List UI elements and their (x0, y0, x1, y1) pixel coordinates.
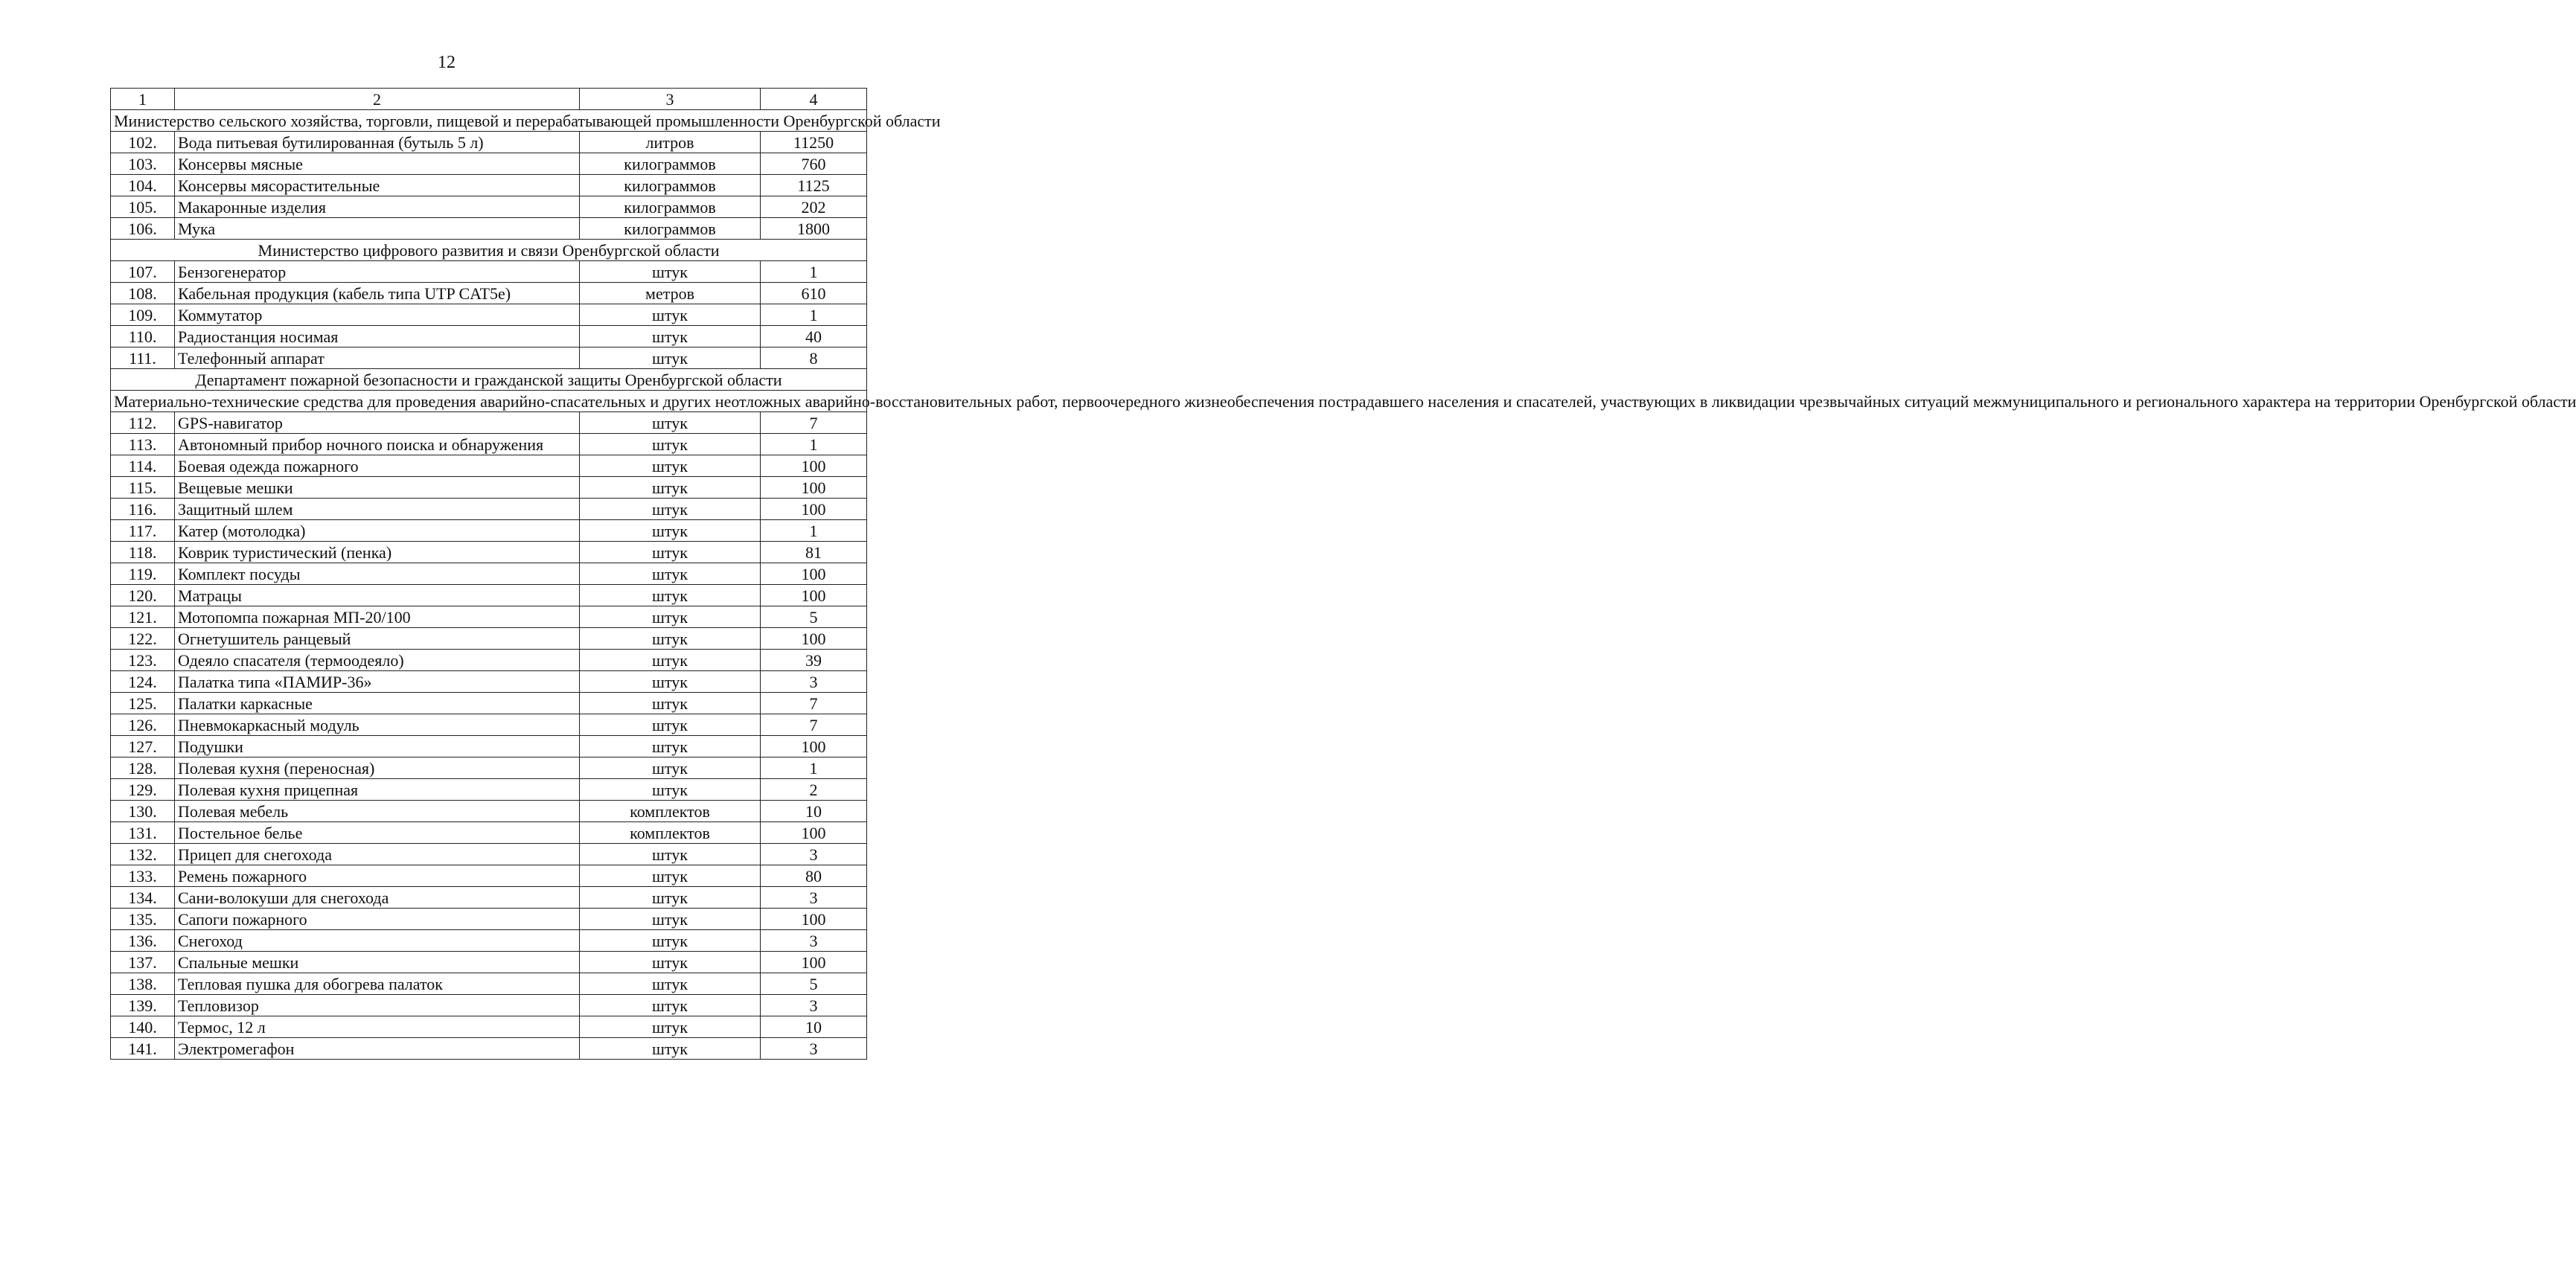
table-row (111, 412, 867, 434)
item-name: Спальные мешки (175, 952, 580, 973)
item-unit: штук (580, 930, 761, 952)
item-quantity: 11250 (761, 132, 867, 153)
row-number: 106. (111, 218, 175, 240)
item-name: Защитный шлем (175, 499, 580, 520)
section-heading: Министерство сельского хозяйства, торговли, пищевой и перерабатывающей промышленности Оренбургской области (111, 110, 867, 132)
item-unit: штук (580, 844, 761, 865)
item-unit: штук (580, 628, 761, 650)
row-number: 118. (111, 542, 175, 563)
row-number: 116. (111, 499, 175, 520)
item-name: Палатка типа «ПАМИР-36» (175, 671, 580, 693)
item-unit: штук (580, 520, 761, 542)
item-name: Консервы мясные (175, 153, 580, 175)
item-quantity: 1 (761, 261, 867, 283)
row-number: 105. (111, 196, 175, 218)
item-unit: штук (580, 304, 761, 326)
row-number: 112. (111, 412, 175, 434)
table-row (111, 563, 867, 585)
item-name: Телефонный аппарат (175, 347, 580, 369)
page-number: 12 (438, 53, 456, 72)
row-number: 113. (111, 434, 175, 455)
item-unit: штук (580, 542, 761, 563)
table-row (111, 930, 867, 952)
table-row (111, 887, 867, 909)
row-number: 134. (111, 887, 175, 909)
item-unit: штук (580, 650, 761, 671)
section-heading-row (111, 110, 867, 132)
row-number: 133. (111, 865, 175, 887)
row-number: 115. (111, 477, 175, 499)
row-number: 121. (111, 606, 175, 628)
item-quantity: 7 (761, 412, 867, 434)
item-unit: килограммов (580, 153, 761, 175)
item-unit: килограммов (580, 196, 761, 218)
column-header: 4 (761, 89, 867, 110)
row-number: 108. (111, 283, 175, 304)
table-row (111, 995, 867, 1016)
table-row (111, 175, 867, 196)
item-name: Прицеп для снегохода (175, 844, 580, 865)
item-unit: штук (580, 671, 761, 693)
item-unit: штук (580, 261, 761, 283)
item-name: Мука (175, 218, 580, 240)
row-number: 123. (111, 650, 175, 671)
row-number: 127. (111, 736, 175, 757)
item-name: Полевая кухня (переносная) (175, 757, 580, 779)
table-row (111, 455, 867, 477)
item-quantity: 100 (761, 563, 867, 585)
item-quantity: 3 (761, 844, 867, 865)
item-name: Тепловизор (175, 995, 580, 1016)
item-quantity: 100 (761, 455, 867, 477)
item-name: Термос, 12 л (175, 1016, 580, 1038)
table-row (111, 736, 867, 757)
item-unit: штук (580, 412, 761, 434)
item-name: Матрацы (175, 585, 580, 606)
item-name: Катер (мотолодка) (175, 520, 580, 542)
item-unit: штук (580, 693, 761, 714)
item-quantity: 40 (761, 326, 867, 347)
row-number: 129. (111, 779, 175, 801)
table-row (111, 261, 867, 283)
row-number: 124. (111, 671, 175, 693)
row-number: 114. (111, 455, 175, 477)
row-number: 140. (111, 1016, 175, 1038)
item-quantity: 100 (761, 477, 867, 499)
section-heading: Министерство цифрового развития и связи Оренбургской области (111, 240, 867, 261)
item-name: Огнетушитель ранцевый (175, 628, 580, 650)
item-unit: штук (580, 714, 761, 736)
table-row (111, 822, 867, 844)
table-row (111, 1038, 867, 1060)
item-quantity: 81 (761, 542, 867, 563)
table-row (111, 283, 867, 304)
item-name: Боевая одежда пожарного (175, 455, 580, 477)
item-unit: штук (580, 434, 761, 455)
item-name: Ремень пожарного (175, 865, 580, 887)
item-unit: штук (580, 477, 761, 499)
item-unit: комплектов (580, 822, 761, 844)
table-row (111, 196, 867, 218)
item-unit: штук (580, 499, 761, 520)
row-number: 122. (111, 628, 175, 650)
row-number: 131. (111, 822, 175, 844)
table-row (111, 606, 867, 628)
row-number: 135. (111, 909, 175, 930)
table-row (111, 218, 867, 240)
table-row (111, 347, 867, 369)
item-quantity: 80 (761, 865, 867, 887)
table-row (111, 132, 867, 153)
item-name: Бензогенератор (175, 261, 580, 283)
table-row (111, 585, 867, 606)
item-unit: штук (580, 585, 761, 606)
item-quantity: 1125 (761, 175, 867, 196)
item-unit: килограммов (580, 175, 761, 196)
item-unit: штук (580, 347, 761, 369)
table-row (111, 542, 867, 563)
item-name: Тепловая пушка для обогрева палаток (175, 973, 580, 995)
item-quantity: 1 (761, 757, 867, 779)
item-unit: штук (580, 909, 761, 930)
item-quantity: 100 (761, 499, 867, 520)
item-name: Автономный прибор ночного поиска и обнаружения (175, 434, 580, 455)
column-header: 3 (580, 89, 761, 110)
item-quantity: 10 (761, 1016, 867, 1038)
row-number: 139. (111, 995, 175, 1016)
item-quantity: 7 (761, 693, 867, 714)
item-quantity: 100 (761, 952, 867, 973)
row-number: 117. (111, 520, 175, 542)
row-number: 125. (111, 693, 175, 714)
column-number-row (111, 89, 867, 110)
table-row (111, 909, 867, 930)
item-name: Постельное белье (175, 822, 580, 844)
item-quantity: 100 (761, 736, 867, 757)
item-unit: килограммов (580, 218, 761, 240)
row-number: 111. (111, 347, 175, 369)
row-number: 138. (111, 973, 175, 995)
section-heading: Департамент пожарной безопасности и гражданской защиты Оренбургской области (111, 369, 867, 391)
table-row (111, 153, 867, 175)
item-name: Консервы мясорастительные (175, 175, 580, 196)
table-row (111, 628, 867, 650)
row-number: 120. (111, 585, 175, 606)
item-name: Комплект посуды (175, 563, 580, 585)
item-quantity: 2 (761, 779, 867, 801)
table-row (111, 477, 867, 499)
row-number: 119. (111, 563, 175, 585)
table-row (111, 865, 867, 887)
row-number: 110. (111, 326, 175, 347)
table-row (111, 304, 867, 326)
supplies-table-body (111, 89, 2576, 1060)
item-name: Одеяло спасателя (термоодеяло) (175, 650, 580, 671)
table-row (111, 757, 867, 779)
item-quantity: 8 (761, 347, 867, 369)
section-heading-row (111, 240, 867, 261)
item-unit: штук (580, 865, 761, 887)
item-name: Вещевые мешки (175, 477, 580, 499)
item-unit: штук (580, 973, 761, 995)
item-name: Кабельная продукция (кабель типа UTP CAT5e) (175, 283, 580, 304)
item-quantity: 100 (761, 909, 867, 930)
item-name: Радиостанция носимая (175, 326, 580, 347)
item-name: Пневмокаркасный модуль (175, 714, 580, 736)
table-row (111, 952, 867, 973)
item-unit: штук (580, 326, 761, 347)
item-quantity: 1 (761, 520, 867, 542)
item-quantity: 202 (761, 196, 867, 218)
item-unit: штук (580, 757, 761, 779)
item-name: Вода питьевая бутилированная (бутыль 5 л) (175, 132, 580, 153)
item-quantity: 3 (761, 1038, 867, 1060)
table-row (111, 714, 867, 736)
row-number: 109. (111, 304, 175, 326)
supplies-table (110, 88, 2576, 1060)
section-heading-row (111, 391, 867, 412)
row-number: 107. (111, 261, 175, 283)
item-quantity: 1800 (761, 218, 867, 240)
item-quantity: 1 (761, 304, 867, 326)
item-quantity: 3 (761, 930, 867, 952)
item-name: Сапоги пожарного (175, 909, 580, 930)
item-name: Мотопомпа пожарная МП-20/100 (175, 606, 580, 628)
item-unit: штук (580, 779, 761, 801)
item-quantity: 100 (761, 822, 867, 844)
item-quantity: 7 (761, 714, 867, 736)
item-name: Подушки (175, 736, 580, 757)
table-row (111, 671, 867, 693)
item-name: Снегоход (175, 930, 580, 952)
item-unit: штук (580, 455, 761, 477)
section-heading-row (111, 369, 867, 391)
item-unit: комплектов (580, 801, 761, 822)
column-header: 1 (111, 89, 175, 110)
item-quantity: 760 (761, 153, 867, 175)
item-quantity: 39 (761, 650, 867, 671)
item-unit: штук (580, 736, 761, 757)
item-unit: штук (580, 887, 761, 909)
row-number: 102. (111, 132, 175, 153)
item-unit: штук (580, 1038, 761, 1060)
item-unit: штук (580, 606, 761, 628)
table-row (111, 650, 867, 671)
item-quantity: 3 (761, 887, 867, 909)
table-row (111, 1016, 867, 1038)
column-header: 2 (175, 89, 580, 110)
item-unit: штук (580, 995, 761, 1016)
item-unit: литров (580, 132, 761, 153)
table-row (111, 844, 867, 865)
table-row (111, 801, 867, 822)
row-number: 141. (111, 1038, 175, 1060)
item-name: Полевая кухня прицепная (175, 779, 580, 801)
item-name: Палатки каркасные (175, 693, 580, 714)
item-quantity: 3 (761, 671, 867, 693)
item-unit: штук (580, 952, 761, 973)
table-row (111, 520, 867, 542)
item-name: Полевая мебель (175, 801, 580, 822)
item-quantity: 1 (761, 434, 867, 455)
item-quantity: 10 (761, 801, 867, 822)
row-number: 103. (111, 153, 175, 175)
item-quantity: 5 (761, 973, 867, 995)
row-number: 130. (111, 801, 175, 822)
row-number: 126. (111, 714, 175, 736)
item-unit: метров (580, 283, 761, 304)
row-number: 137. (111, 952, 175, 973)
table-row (111, 499, 867, 520)
item-quantity: 5 (761, 606, 867, 628)
item-unit: штук (580, 1016, 761, 1038)
item-name: Коврик туристический (пенка) (175, 542, 580, 563)
item-name: Коммутатор (175, 304, 580, 326)
table-row (111, 779, 867, 801)
row-number: 104. (111, 175, 175, 196)
item-name: Электромегафон (175, 1038, 580, 1060)
item-quantity: 100 (761, 585, 867, 606)
item-name: GPS-навигатор (175, 412, 580, 434)
item-name: Сани-волокуши для снегохода (175, 887, 580, 909)
item-quantity: 610 (761, 283, 867, 304)
table-row (111, 326, 867, 347)
item-unit: штук (580, 563, 761, 585)
item-name: Макаронные изделия (175, 196, 580, 218)
table-row (111, 693, 867, 714)
item-quantity: 100 (761, 628, 867, 650)
table-row (111, 973, 867, 995)
row-number: 136. (111, 930, 175, 952)
row-number: 132. (111, 844, 175, 865)
table-row (111, 434, 867, 455)
section-heading: Материально-технические средства для проведения аварийно-спасательных и других неотложных аварийно-восстановительных работ, первоочередного жизнеобеспечения пострадавшего населения и спасателей, участвующих в ликвидации чрезвычайных ситуаций межмуниципального и регионального характера на территории Оренбургской области (111, 391, 867, 412)
item-quantity: 3 (761, 995, 867, 1016)
row-number: 128. (111, 757, 175, 779)
